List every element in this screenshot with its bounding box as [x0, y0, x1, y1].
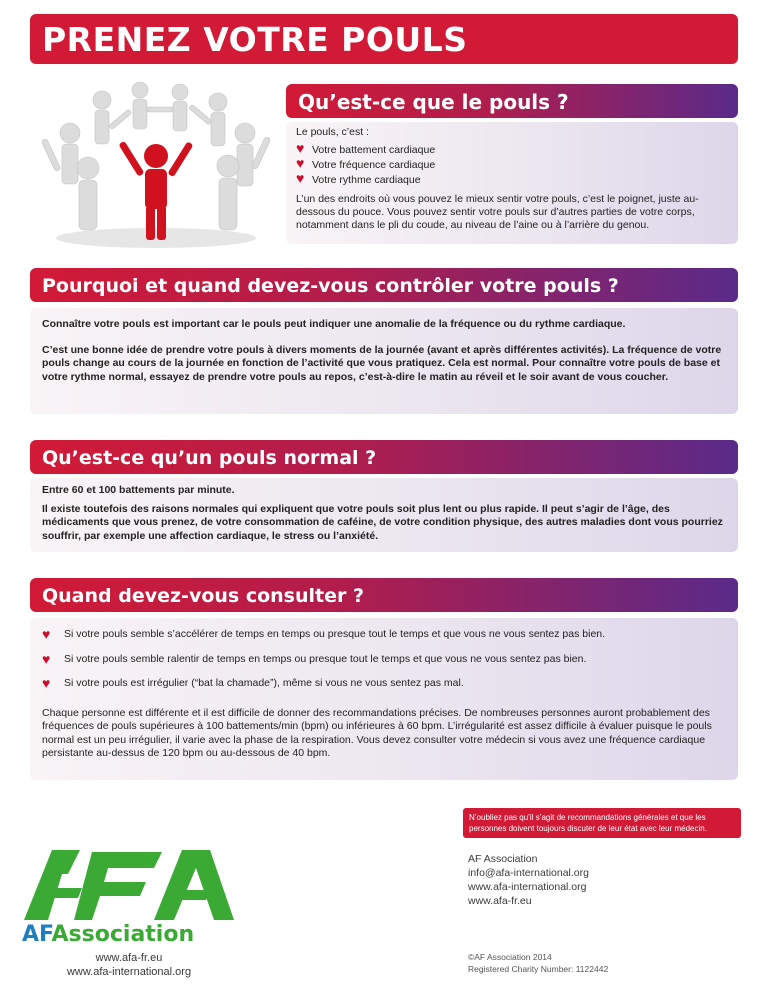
list-item: [42, 650, 726, 667]
logo-url-2: www.afa-international.org: [66, 966, 192, 978]
contact-web-link[interactable]: www.afa-international.org: [468, 881, 587, 893]
section-heading-text: Pourquoi et quand devez-vous contrôler votre pouls ?: [42, 275, 619, 297]
disclaimer-note: N’oubliez pas qu’il s’agit de recommandations générales et que les personnes doivent toujours discuter de leur état avec leur médecin.: [463, 808, 741, 838]
list-item: [296, 157, 728, 172]
list-item-text: Votre battement cardiaque: [312, 144, 436, 156]
contact-email-link[interactable]: info@afa-international.org: [468, 867, 589, 879]
heart-icon: ♥: [42, 626, 51, 642]
normal-p2: Il existe toutefois des raisons normales qui expliquent que votre pouls soit plus lent ou plus rapide. Il peut s’agir de l’âge, des médicaments que vous prenez, de votre consommation de caféine, de votre condition physique, des autres maladies dont vous pourriez souffrir, par exemple une affection cardiaque, le stress ou l’anxiété.: [42, 502, 723, 542]
section-heading-text: Qu’est-ce qu’un pouls normal ?: [42, 447, 377, 469]
why-p2: C’est une bonne idée de prendre votre pouls à divers moments de la journée (avant et après différentes activités). La fréquence de votre pouls change au cours de la journée en fonction de l’activité que vous pratiquez. Cela est normal. Pour connaître votre pouls de base et votre rythme normal, essayez de prendre votre pouls au repos, c’est-à-dire le matin au réveil et le soir avant de vous coucher.: [42, 343, 722, 383]
logo-url-1: www.afa-fr.eu: [95, 952, 163, 964]
logo-af-text: AF: [22, 922, 52, 947]
heart-icon: ♥: [296, 170, 305, 186]
contact-web-link[interactable]: www.afa-fr.eu: [468, 895, 532, 907]
normal-p1: Entre 60 et 100 battements par minute.: [42, 484, 235, 496]
section-what-is-pulse-panel: [286, 122, 738, 244]
list-item-text: Votre rythme cardiaque: [312, 174, 421, 186]
page-title: PRENEZ VOTRE POULS: [42, 20, 468, 59]
pulse-body: L’un des endroits où vous pouvez le mieux sentir votre pouls, c’est le poignet, juste au-dessous du pouce. Vous pouvez sentir votre pouls sur d’autres parties de votre corps, notamment dans le pli du coude, au niveau de l’aine ou à l’arrière du genou.: [296, 193, 699, 231]
afa-logo: [22, 842, 236, 982]
list-item: [42, 628, 726, 642]
title-bar: [30, 14, 738, 64]
logo-wordmark: [22, 922, 236, 948]
pulse-list: [296, 142, 728, 187]
heart-icon: ♥: [42, 650, 51, 667]
section-heading-text: Qu’est-ce que le pouls ?: [298, 90, 569, 114]
section-consult-panel: [30, 618, 738, 780]
logo-association-text: Association: [51, 922, 195, 947]
copyright-block: [468, 951, 608, 975]
list-item-text: Votre fréquence cardiaque: [312, 159, 436, 171]
section-why-when-heading: [30, 268, 738, 302]
heart-icon: ♥: [42, 675, 51, 691]
list-item: [296, 142, 728, 157]
charity-number: Registered Charity Number: 1122442: [468, 964, 609, 974]
list-item: [296, 172, 728, 187]
afa-mark: [22, 842, 236, 922]
section-normal-pulse-heading: [30, 440, 738, 474]
pulse-intro: Le pouls, c’est :: [296, 126, 369, 138]
heart-icon: ♥: [296, 140, 305, 156]
people-circle-illustration: [40, 78, 272, 250]
section-what-is-pulse-heading: [286, 84, 738, 118]
list-item-text: Si votre pouls semble ralentir de temps en temps ou presque tout le temps et que vous ne vous sentez pas bien.: [64, 652, 587, 665]
contact-name: AF Association: [468, 853, 538, 865]
why-p1: Connaître votre pouls est important car le pouls peut indiquer une anomalie de la fréquence ou du rythme cardiaque.: [42, 318, 626, 330]
list-item: [42, 677, 726, 691]
section-normal-pulse-panel: [30, 478, 738, 552]
section-heading-text: Quand devez-vous consulter ?: [42, 585, 364, 607]
contact-block: [468, 852, 589, 908]
list-item-text: Si votre pouls semble s’accélérer de temps en temps ou presque tout le temps et que vous ne vous sentez pas bien.: [64, 628, 606, 640]
section-consult-heading: [30, 578, 738, 612]
copyright-text: ©AF Association 2014: [468, 952, 552, 962]
list-item-text: Si votre pouls est irrégulier (“bat la chamade”), même si vous ne vous sentez pas mal.: [64, 677, 464, 689]
consult-body: Chaque personne est différente et il est difficile de donner des recommandations précises. De nombreuses personnes auront probablement des fréquences de pouls supérieures à 100 battements/min (bpm) ou inférieures à 60 bpm. L’irrégularité est assez difficile à évaluer puisque le pouls normal est un peu irrégulier, il varie avec la phase de la respiration. Vous devez consulter votre médecin si vous avez une fréquence cardiaque persistante au-dessus de 120 bpm ou au-dessous de 40 bpm.: [42, 706, 712, 759]
section-why-when-panel: [30, 308, 738, 414]
heart-icon: ♥: [296, 155, 305, 171]
